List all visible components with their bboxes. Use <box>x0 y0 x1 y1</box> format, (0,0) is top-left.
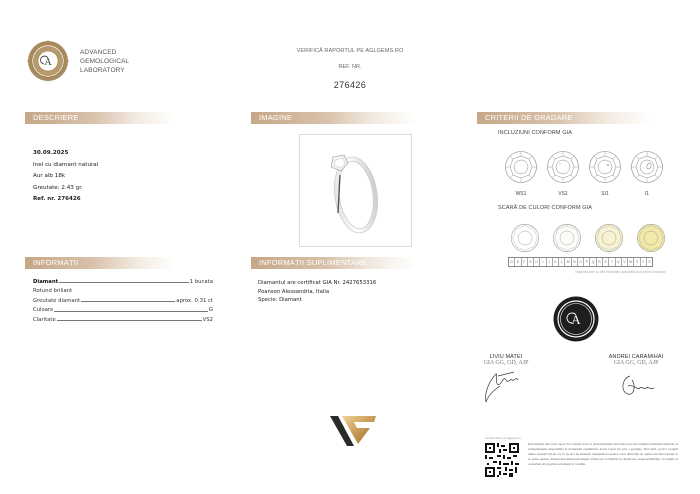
leader-line <box>81 301 175 302</box>
lab-name <box>80 48 129 75</box>
info-value: G <box>208 307 213 313</box>
scale-grade: S <box>603 258 609 266</box>
info-label: Diamant <box>33 278 59 285</box>
diamond-icon <box>510 223 540 253</box>
scale-grade: G <box>528 258 534 266</box>
color-scale-title: SCARĂ DE CULORI CONFORM GIA <box>498 205 593 211</box>
scale-grade: M <box>565 258 571 266</box>
brand-logo <box>330 412 376 448</box>
scale-grade: W <box>629 260 633 264</box>
scale-grade: E <box>515 258 521 266</box>
inclusion-label: I1 <box>644 191 650 197</box>
info-label: Claritate <box>33 316 56 323</box>
scale-grade: X <box>634 258 640 266</box>
qr-label: Verifică online pe aglgems.ro <box>485 436 521 440</box>
scale-grade: Z <box>648 260 651 264</box>
leader-line <box>54 311 208 312</box>
dark-seal-stamp <box>553 296 599 342</box>
info-row-shape <box>33 285 213 295</box>
diamond-icon <box>504 150 538 184</box>
inclusions-diagram-row <box>500 150 668 197</box>
color-diagram-row <box>504 223 672 258</box>
inclusion-label: WS1 <box>515 191 527 197</box>
inclusions-title: INCLUZIUNI CONFORM GIA <box>498 130 573 136</box>
disclaimer-text: Informațiile din acest raport fac referire doar la piatra/bijuteria descrisă și au fost obținute utilizând tehnicile și echipamentele disponibile în momentul examinării. Acest raport nu este o garanție. Nici AGL și nici vreunul dintre experții săi nu vor fi, în nici un moment răspunzători pentru orice diferență de opinie sau discrepanță ce ar putea apărea. Pentru mai multe informații referitoare la limitări și declinarea responsabilității, vă rugăm să consultați AGLgems.ro/termeni și condiții. <box>528 442 678 466</box>
info-label: Greutate diamant <box>33 297 81 304</box>
info-value: 1 bucata <box>189 278 213 285</box>
scale-grade: K <box>553 258 559 266</box>
diamond-icon <box>588 150 622 184</box>
diamond-info-table <box>33 275 213 323</box>
description-block <box>33 148 98 206</box>
info-value: VS2 <box>202 316 213 323</box>
color-scale-note: Imaginea este cu titlu informativ, aplicabilă doar pietrei diamante <box>575 270 666 274</box>
item-ref: Ref. nr. 276426 <box>33 196 81 202</box>
color-diagram-2 <box>546 223 588 258</box>
scale-grade: O <box>578 258 584 266</box>
inclusion-diagram-ws1 <box>500 150 542 197</box>
info-row-color <box>33 304 213 314</box>
signature-block-2 <box>596 354 676 411</box>
scale-grade: P <box>584 258 590 266</box>
section-header-imagine: IMAGINE <box>251 112 416 124</box>
scale-grade: T <box>609 258 615 266</box>
scale-grade: R <box>597 258 603 266</box>
hallmark-line: Poanson Alessandria, Italia <box>258 288 330 295</box>
metal-description: Aur alb 18k <box>33 173 66 179</box>
lab-seal-logo <box>27 40 69 82</box>
ring-image <box>299 134 412 247</box>
signer-name: LIVIU MATEI <box>489 354 523 360</box>
color-diagram-4 <box>630 223 672 258</box>
section-header-descriere: DESCRIERE <box>25 112 175 124</box>
scale-grade: D <box>509 258 515 266</box>
scale-grade: H <box>534 258 540 266</box>
inclusion-diagram-i1 <box>626 150 668 197</box>
supplementary-info <box>258 279 376 305</box>
diamond-icon <box>546 150 580 184</box>
section-header-suplimentare: INFORMAȚII SUPLIMENTARE <box>251 257 416 269</box>
diamond-icon <box>630 150 664 184</box>
item-weight: Greutate: 2.43 gr. <box>33 184 83 191</box>
info-row-weight <box>33 294 213 304</box>
scale-grade: L <box>559 258 565 266</box>
color-diagram-3 <box>588 223 630 258</box>
signature-andrei-caramihai <box>614 366 674 406</box>
lab-name-line-2: GEMOLOGICAL <box>80 58 130 65</box>
color-diagram-1 <box>504 223 546 258</box>
diamond-icon <box>636 223 666 253</box>
scale-grade: V <box>622 258 628 266</box>
scale-grade: Q <box>590 258 596 266</box>
ref-number-label: REF. NR. <box>338 64 362 70</box>
scale-grade: F <box>522 258 528 266</box>
inclusion-diagram-si1 <box>584 150 626 197</box>
item-description: Inel cu diamant natural <box>33 161 99 168</box>
scale-grade: J <box>547 258 553 266</box>
svg-text:A: A <box>44 57 52 68</box>
diamond-icon <box>552 223 582 253</box>
report-date: 30.09.2025 <box>33 150 69 156</box>
svg-text:A: A <box>571 312 581 327</box>
section-header-criterii: CRITERII DE GRADARE <box>477 112 652 124</box>
verify-report-text: VERIFICĂ RAPORTUL PE AGLGEMS.RO <box>296 48 404 54</box>
inclusion-diagram-vs1 <box>542 150 584 197</box>
leader-line <box>57 320 202 321</box>
scale-grade: I <box>540 258 546 266</box>
gia-certificate-line: Diamantul are certificat GIA Nr. 2427653316 <box>258 280 377 286</box>
qr-code[interactable] <box>485 443 519 477</box>
leader-line <box>59 282 189 283</box>
species-line: Specie: Diamant <box>258 297 302 304</box>
inclusion-label: SI1 <box>601 191 609 197</box>
diamond-icon <box>594 223 624 253</box>
signer-credentials: GIA GG, GD, AJP <box>483 360 529 366</box>
signature-block-1 <box>466 354 546 411</box>
info-value: aprox. 0.31 ct <box>176 297 213 304</box>
signer-name: ANDREI CARAMIHAI <box>608 354 664 360</box>
lab-name-line-3: LABORATORY <box>80 67 125 74</box>
info-label: Rotund briliant <box>33 288 73 294</box>
ref-number-value: 276426 <box>333 80 367 90</box>
scale-grade: N <box>572 258 578 266</box>
info-row-clarity <box>33 313 213 323</box>
color-grade-scale <box>508 257 653 267</box>
lab-name-line-1: ADVANCED <box>80 49 117 56</box>
info-label: Culoare <box>33 307 54 313</box>
scale-grade: Y <box>641 258 647 266</box>
info-row-diamant <box>33 275 213 285</box>
scale-grade: U <box>616 258 622 266</box>
inclusion-label: VS1 <box>558 191 568 197</box>
signer-credentials: GIA GG, GD, AJP <box>613 360 659 366</box>
section-header-informatii: INFORMAȚII <box>25 257 175 269</box>
signature-liviu-matei <box>480 366 540 406</box>
